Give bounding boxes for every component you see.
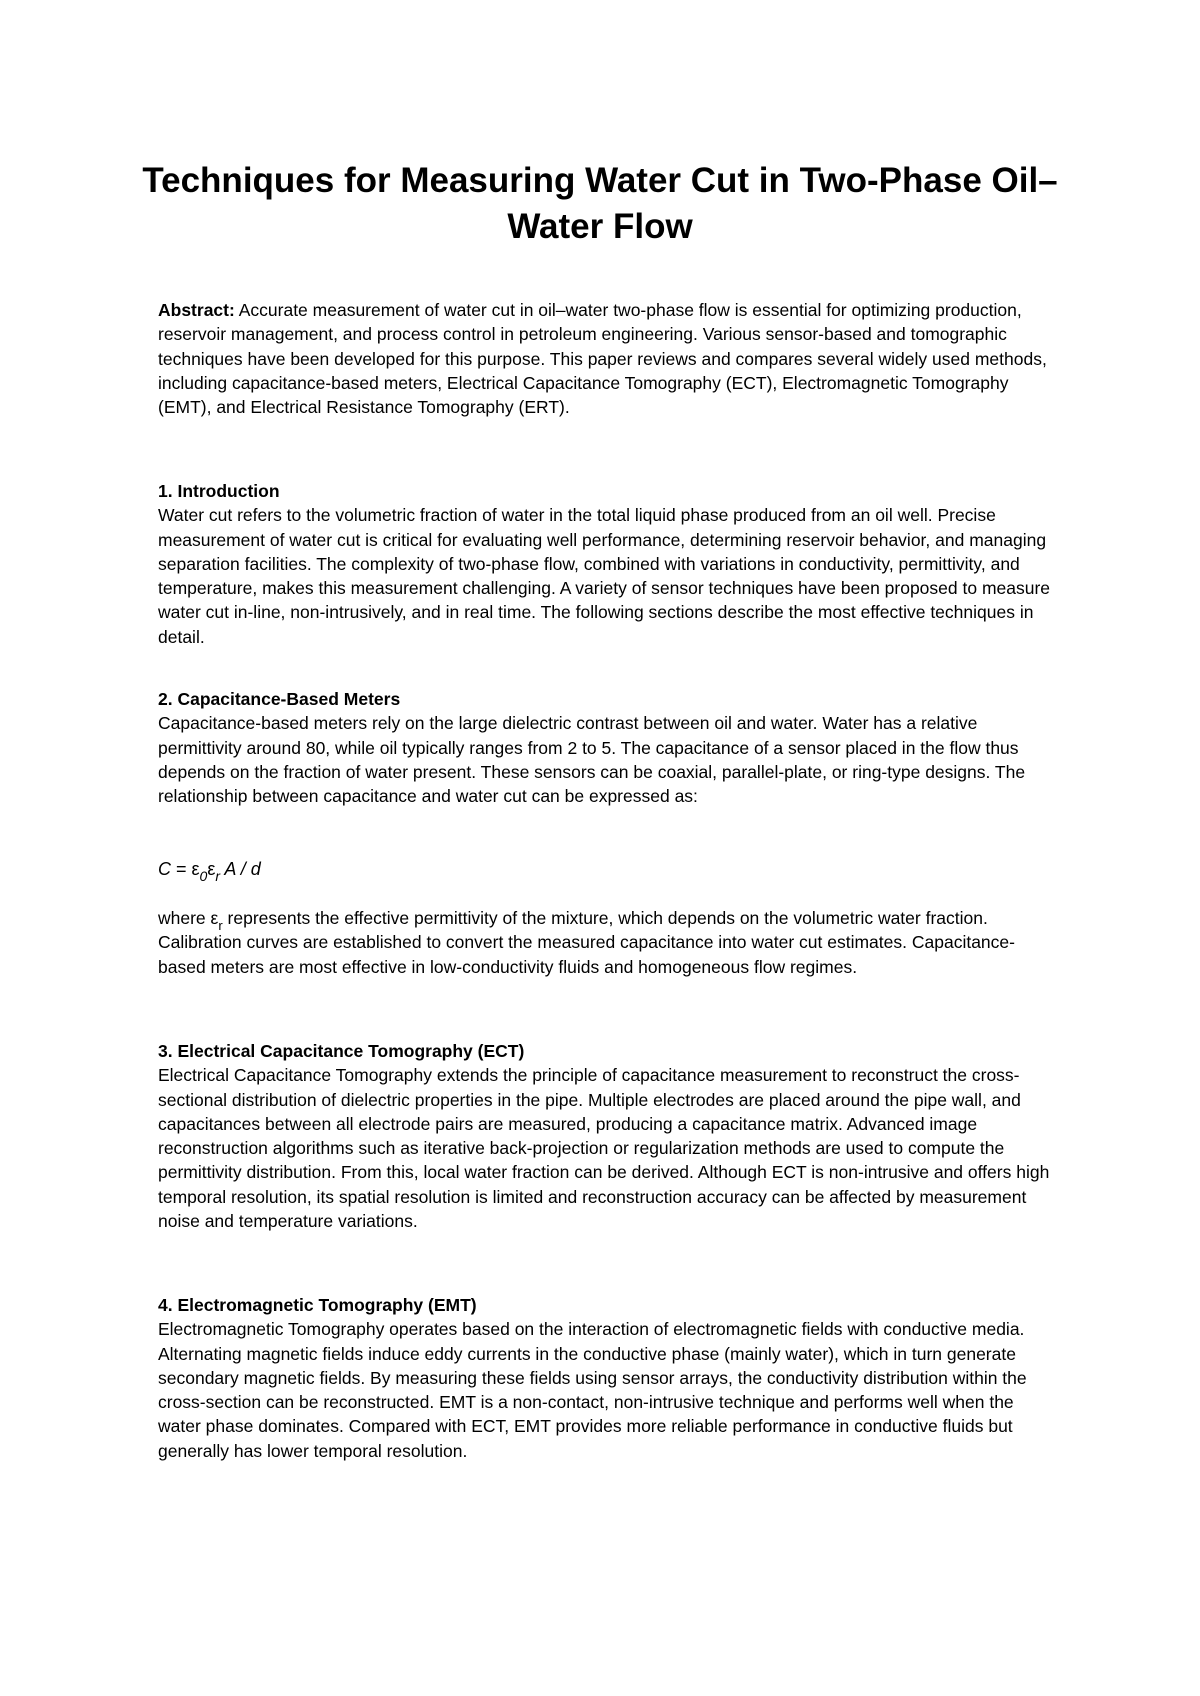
explanation-after: represents the effective permittivity of the mixture, which depends on the volumetric water fraction. Calibration curves are established to convert the measured capacitance into water cut estimates. Capacitance-based meters are most effective in low-conductivity fluids and homogeneous flow regimes. [158,908,1015,977]
abstract-text: Accurate measurement of water cut in oil–water two-phase flow is essential for optimizing production, reservoir management, and process control in petroleum engineering. Various sensor-based and tomographic techniques have been developed for this purpose. This paper reviews and compares several widely used methods, including capacitance-based meters, Electrical Capacitance Tomography (ECT), Electromagnetic Tomography (EMT), and Electrical Resistance Tomography (ERT). [158,300,1047,418]
formula-epsilon-r: ε [207,859,216,879]
formula-equals: = [171,859,192,879]
section-text: Water cut refers to the volumetric fraction of water in the total liquid phase produced from an oil well. Precise measurement of water cut is critical for evaluating well performance, determining reservoir behavior, and managing separation facilities. The complexity of two-phase flow, combined with variations in conductivity, permittivity, and temperature, makes this measurement challenging. A variety of sensor techniques have been proposed to measure water cut in-line, non-intrusively, and in real time. The following sections describe the most effective techniques in detail. [158,505,1051,647]
section-capacitance-meters [158,687,1058,808]
section-heading: 4. Electromagnetic Tomography (EMT) [158,1295,477,1315]
abstract-label: Abstract: [158,300,235,320]
formula-subscript-0: 0 [199,868,208,884]
formula-explanation [158,906,1058,979]
formula-epsilon-0: ε [191,859,200,879]
abstract-paragraph [158,298,1058,419]
section-ect [158,1039,1058,1233]
capacitance-formula [158,857,261,884]
section-emt [158,1293,1058,1463]
paper-title: Techniques for Measuring Water Cut in Two-Phase Oil–Water Flow [142,161,1058,246]
formula-subscript-r: r [215,868,221,884]
section-heading: 3. Electrical Capacitance Tomography (ECT) [158,1041,525,1061]
formula-rhs: A / d [220,859,261,879]
explanation-subscript: r [218,918,223,933]
formula-lhs: C [158,859,171,879]
section-text: Electromagnetic Tomography operates based on the interaction of electromagnetic fields with conductive media. Alternating magnetic fields induce eddy currents in the conductive phase (mainly water), which in turn generate secondary magnetic fields. By measuring these fields using sensor arrays, the conductivity distribution within the cross-section can be reconstructed. EMT is a non-contact, non-intrusive technique and performs well when the water phase dominates. Compared with ECT, EMT provides more reliable performance in conductive fluids but generally has lower temporal resolution. [158,1319,1027,1461]
section-text: Capacitance-based meters rely on the large dielectric contrast between oil and water. Water has a relative permittivity around 80, while oil typically ranges from 2 to 5. The capacitance of a sensor placed in the flow thus depends on the fraction of water present. These sensors can be coaxial, parallel-plate, or ring-type designs. The relationship between capacitance and water cut can be expressed as: [158,713,1026,807]
section-text: Electrical Capacitance Tomography extends the principle of capacitance measurement to reconstruct the cross-sectional distribution of dielectric properties in the pipe. Multiple electrodes are placed around the pipe wall, and capacitances between all electrode pairs are measured, producing a capacitance matrix. Advanced image reconstruction algorithms such as iterative back-projection or regularization methods are used to compute the permittivity distribution. From this, local water fraction can be derived. Although ECT is non-intrusive and offers high temporal resolution, its spatial resolution is limited and reconstruction accuracy can be affected by measurement noise and temperature variations. [158,1065,1050,1232]
explanation-before: where ε [158,908,219,928]
section-heading: 2. Capacitance-Based Meters [158,689,401,709]
section-heading: 1. Introduction [158,481,280,501]
section-introduction [158,479,1058,649]
